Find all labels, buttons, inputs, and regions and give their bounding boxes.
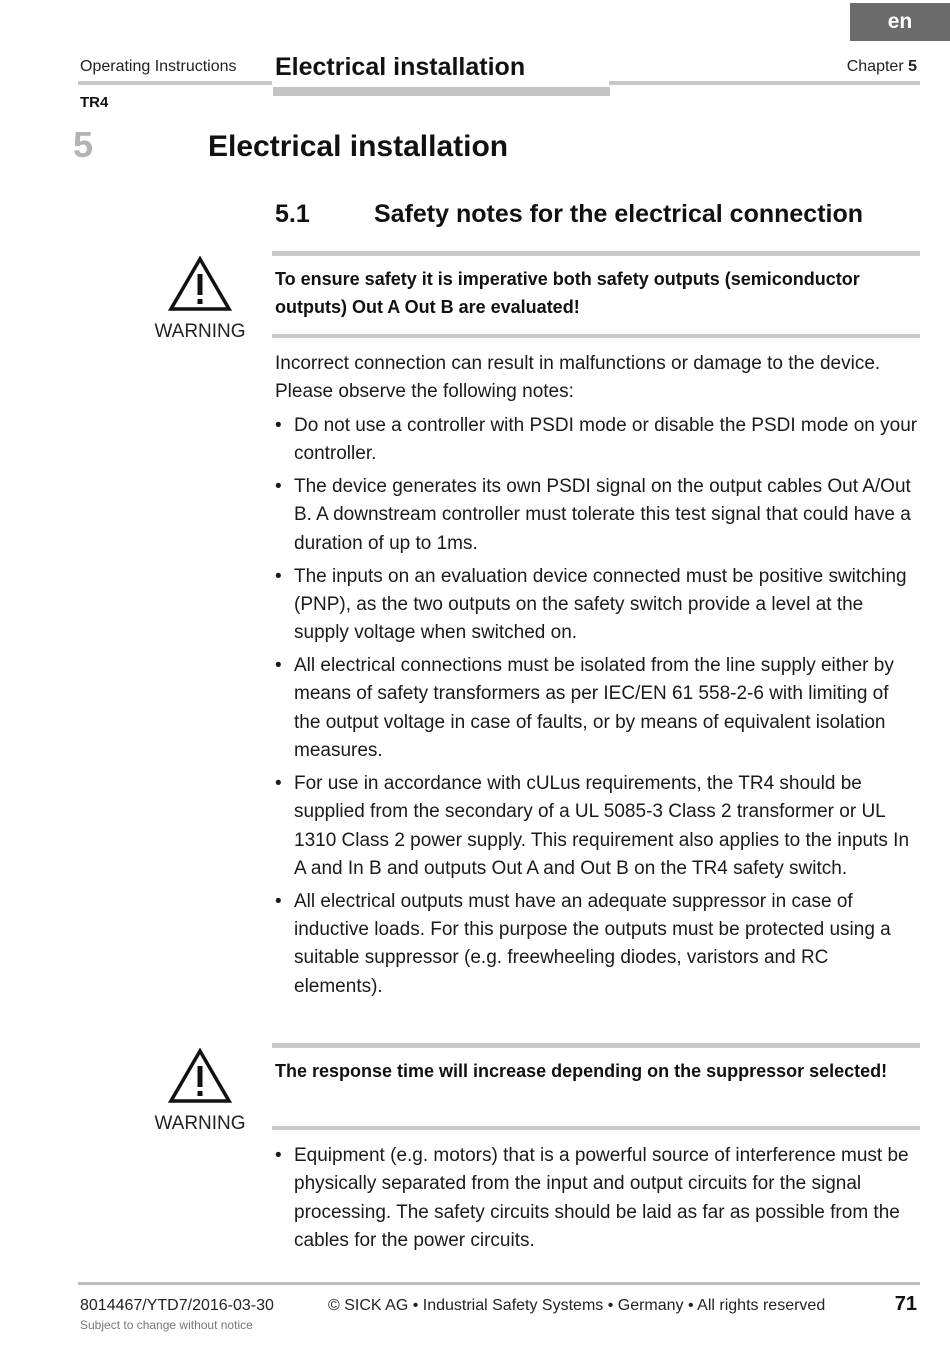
header-rule-right (609, 81, 920, 85)
warning-1-label: WARNING (154, 321, 246, 342)
footer-note: Subject to change without notice (80, 1318, 253, 1332)
header-chapter-ref (760, 58, 917, 76)
footer-doc-id: 8014467/YTD7/2016-03-30 (80, 1297, 274, 1314)
header-chapter-number: 5 (908, 58, 917, 75)
list-item: • Do not use a controller with PSDI mode or disable the PSDI mode on your controller. (275, 415, 918, 465)
list-item-text: The device generates its own PSDI signal on the output cables Out A/Out B. A downstream controller must tolerate this test signal that could have a duration of up to 1ms. (294, 476, 911, 554)
list-item-text: For use in accordance with cULus requirements, the TR4 should be supplied from the secondary of a UL 5085-3 Class 2 transformer or UL 1310 Class 2 power supply. This requirement also applies to the inputs In A and In B and outputs Out A and Out B on the TR4 safety switch. (294, 772, 910, 879)
footer-rule (78, 1282, 920, 1285)
warning-2-rule-bottom (272, 1126, 920, 1130)
list-item: • All electrical outputs must have an adequate suppressor in case of inductive loads. For this purpose the outputs must be protected using a suitable suppressor (e.g. freewheeling diodes, varistors and RC elements). (275, 890, 891, 997)
list-item-text: Do not use a controller with PSDI mode or disable the PSDI mode on your controller. (294, 415, 918, 465)
section-number: 5.1 (275, 200, 310, 228)
warning-triangle-icon (168, 1048, 232, 1104)
warning-2-label: WARNING (154, 1113, 246, 1134)
list-item-text: All electrical outputs must have an adequate suppressor in case of inductive loads. For this purpose the outputs must be protected using a suitable suppressor (e.g. freewheeling diodes, varistors and RC elements). (294, 890, 891, 997)
chapter-title: Electrical installation (208, 130, 509, 163)
language-tab: en (850, 3, 950, 41)
header-chapter-label: Chapter (846, 58, 904, 75)
list-item: • The inputs on an evaluation device connected must be positive switching (PNP), as the two outputs on the safety switch provide a level at the supply voltage when switched on. (275, 565, 907, 644)
section-title: Safety notes for the electrical connection (374, 200, 864, 228)
list-item: • All electrical connections must be isolated from the line supply either by means of safety transformers as per IEC/EN 61 558-2-6 with limiting of the output voltage in case of faults, or by means of equivalent isolation measures. (275, 655, 894, 762)
list-item-text: Equipment (e.g. motors) that is a powerful source of interference must be physically separated from the input and output circuits for the signal processing. The safety circuits should be laid as far as possible from the cables for the power circuits. (294, 1145, 909, 1251)
bullet-list-2 (275, 1142, 920, 1260)
chapter-number: 5 (73, 124, 94, 165)
list-item-text: The inputs on an evaluation device connected must be positive switching (PNP), as the two outputs on the safety switch provide a level at the supply voltage when switched on. (294, 565, 907, 644)
intro-paragraph: Incorrect connection can result in malfunctions or damage to the device. Please observe the following notes: (275, 353, 881, 403)
list-item: • Equipment (e.g. motors) that is a powerful source of interference must be physically separated from the input and output circuits for the signal processing. The safety circuits should be laid as far as possible from the cables for the power circuits. (275, 1145, 909, 1251)
page-number: 71 (894, 1293, 917, 1315)
warning-1-rule-bottom (272, 334, 920, 338)
header-doc-type: Operating Instructions (80, 58, 237, 75)
list-item-text: All electrical connections must be isolated from the line supply either by means of safety transformers as per IEC/EN 61 558-2-6 with limiting of the output voltage in case of faults, or by means of equivalent isolation measures. (294, 655, 894, 762)
header-rule-center (273, 87, 610, 96)
bullet-list-1 (275, 412, 920, 1006)
header-chapter-title: Electrical installation (275, 53, 526, 81)
list-item: • For use in accordance with cULus requirements, the TR4 should be supplied from the secondary of a UL 5085-3 Class 2 transformer or UL 1310 Class 2 power supply. This requirement also applies to the inputs In A and In B and outputs Out A and Out B on the TR4 safety switch. (275, 772, 910, 879)
warning-2-text: The response time will increase depending on the suppressor selected! (275, 1061, 888, 1081)
warning-triangle-icon (168, 256, 232, 312)
product-label: TR4 (80, 94, 109, 111)
header-rule-left (78, 81, 272, 85)
warning-1-text: To ensure safety it is imperative both safety outputs (semiconductor outputs) Out A Out B are evaluated! (275, 269, 860, 317)
footer-copyright: © SICK AG • Industrial Safety Systems • Germany • All rights reserved (328, 1297, 826, 1314)
warning-1-rule-top (272, 251, 920, 256)
list-item: • The device generates its own PSDI signal on the output cables Out A/Out B. A downstream controller must tolerate this test signal that could have a duration of up to 1ms. (275, 476, 911, 554)
warning-2-rule-top (272, 1043, 920, 1048)
